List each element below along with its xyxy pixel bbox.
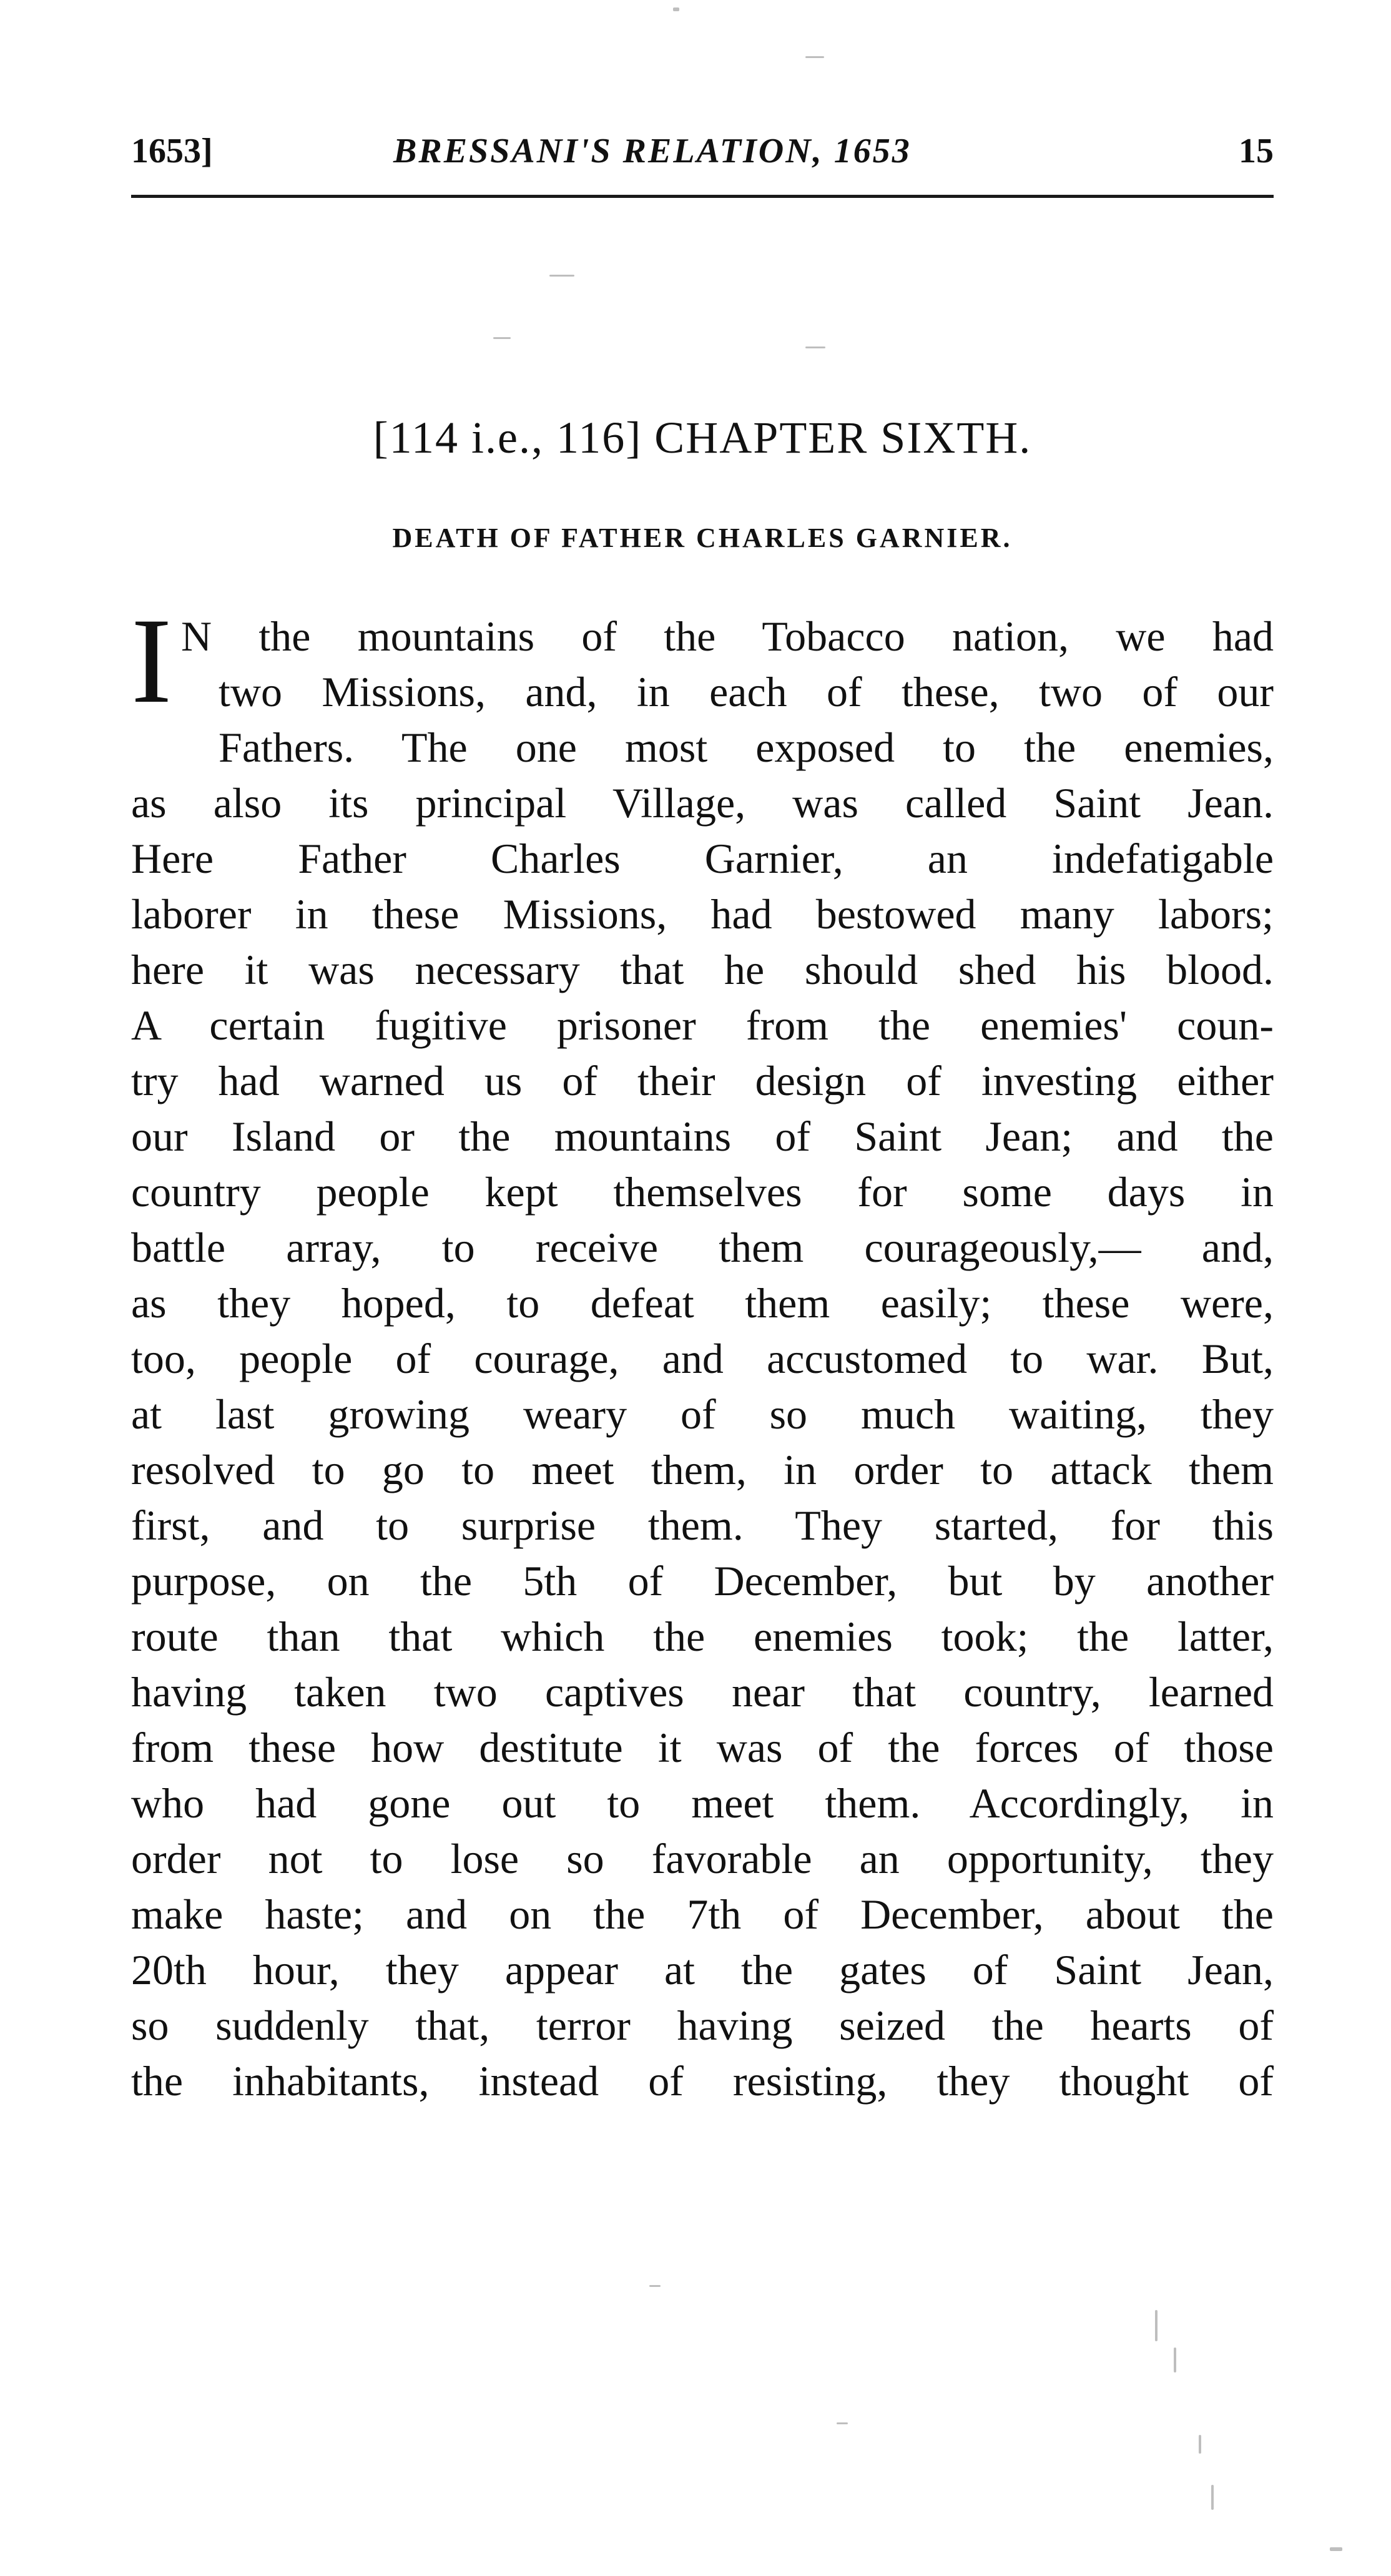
text-line: so suddenly that, terror having seized the hearts of [131,2002,1274,2049]
text-line: A certain fugitive prisoner from the enemies' coun- [131,1001,1274,1049]
scan-speck [1174,2347,1176,2372]
running-header-year: 1653] [131,132,213,170]
text-line: the inhabitants, instead of resisting, they thought of [131,2057,1274,2105]
scan-speck [805,347,825,348]
running-header [131,131,1274,181]
scan-speck [805,56,824,58]
text-line: two Missions, and, in each of these, two of our [219,668,1274,715]
text-line: our Island or the mountains of Saint Jean; and the [131,1113,1274,1160]
text-line: route than that which the enemies took; the latter, [131,1613,1274,1660]
text-line: Fathers. The one most exposed to the enemies, [219,724,1274,771]
text-line: resolved to go to meet them, in order to attack them [131,1446,1274,1493]
chapter-subheading: DEATH OF FATHER CHARLES GARNIER. [392,523,1013,553]
text-line: battle array, to receive them courageously,— and, [131,1224,1274,1271]
text-line: purpose, on the 5th of December, but by another [131,1557,1274,1605]
text-line: too, people of courage, and accustomed to war. But, [131,1335,1274,1382]
text-line: who had gone out to meet them. Accordingly, in [131,1779,1274,1827]
scan-speck [1330,2547,1342,2551]
text-line: first, and to surprise them. They started, for this [131,1502,1274,1549]
scan-speck [549,275,574,277]
body-text [131,593,1274,2109]
scan-speck [649,2285,661,2287]
header-rule [131,195,1274,198]
running-header-title: BRESSANI'S RELATION, 1653 [393,132,912,170]
scan-speck [1155,2310,1158,2341]
text-line: order not to lose so favorable an opportunity, they [131,1835,1274,1882]
scan-speck [673,7,679,11]
text-line: try had warned us of their design of investing either [131,1057,1274,1104]
text-line: as also its principal Village, was called Saint Jean. [131,779,1274,827]
text-line: having taken two captives near that country, learned [131,1668,1274,1716]
scan-speck [493,337,511,339]
text-line: as they hoped, to defeat them easily; these were, [131,1279,1274,1327]
chapter-heading: [114 i.e., 116] CHAPTER SIXTH. [373,413,1032,463]
text-line: N the mountains of the Tobacco nation, we had [181,612,1274,660]
drop-cap: I [131,593,172,729]
text-line: from these how destitute it was of the forces of those [131,1724,1274,1771]
scan-speck [1211,2485,1214,2510]
text-line: at last growing weary of so much waiting, they [131,1390,1274,1438]
text-line: here it was necessary that he should shed his blood. [131,946,1274,993]
text-line: country people kept themselves for some days in [131,1168,1274,1216]
page-number: 15 [1239,132,1274,170]
text-line: make haste; and on the 7th of December, about the [131,1890,1274,1938]
scan-speck [1199,2435,1201,2454]
drop-cap-container [131,593,212,729]
text-line: laborer in these Missions, had bestowed many labors; [131,890,1274,938]
scan-speck [837,2422,848,2424]
text-line: Here Father Charles Garnier, an indefatigable [131,835,1274,882]
text-line: 20th hour, they appear at the gates of Saint Jean, [131,1946,1274,1993]
